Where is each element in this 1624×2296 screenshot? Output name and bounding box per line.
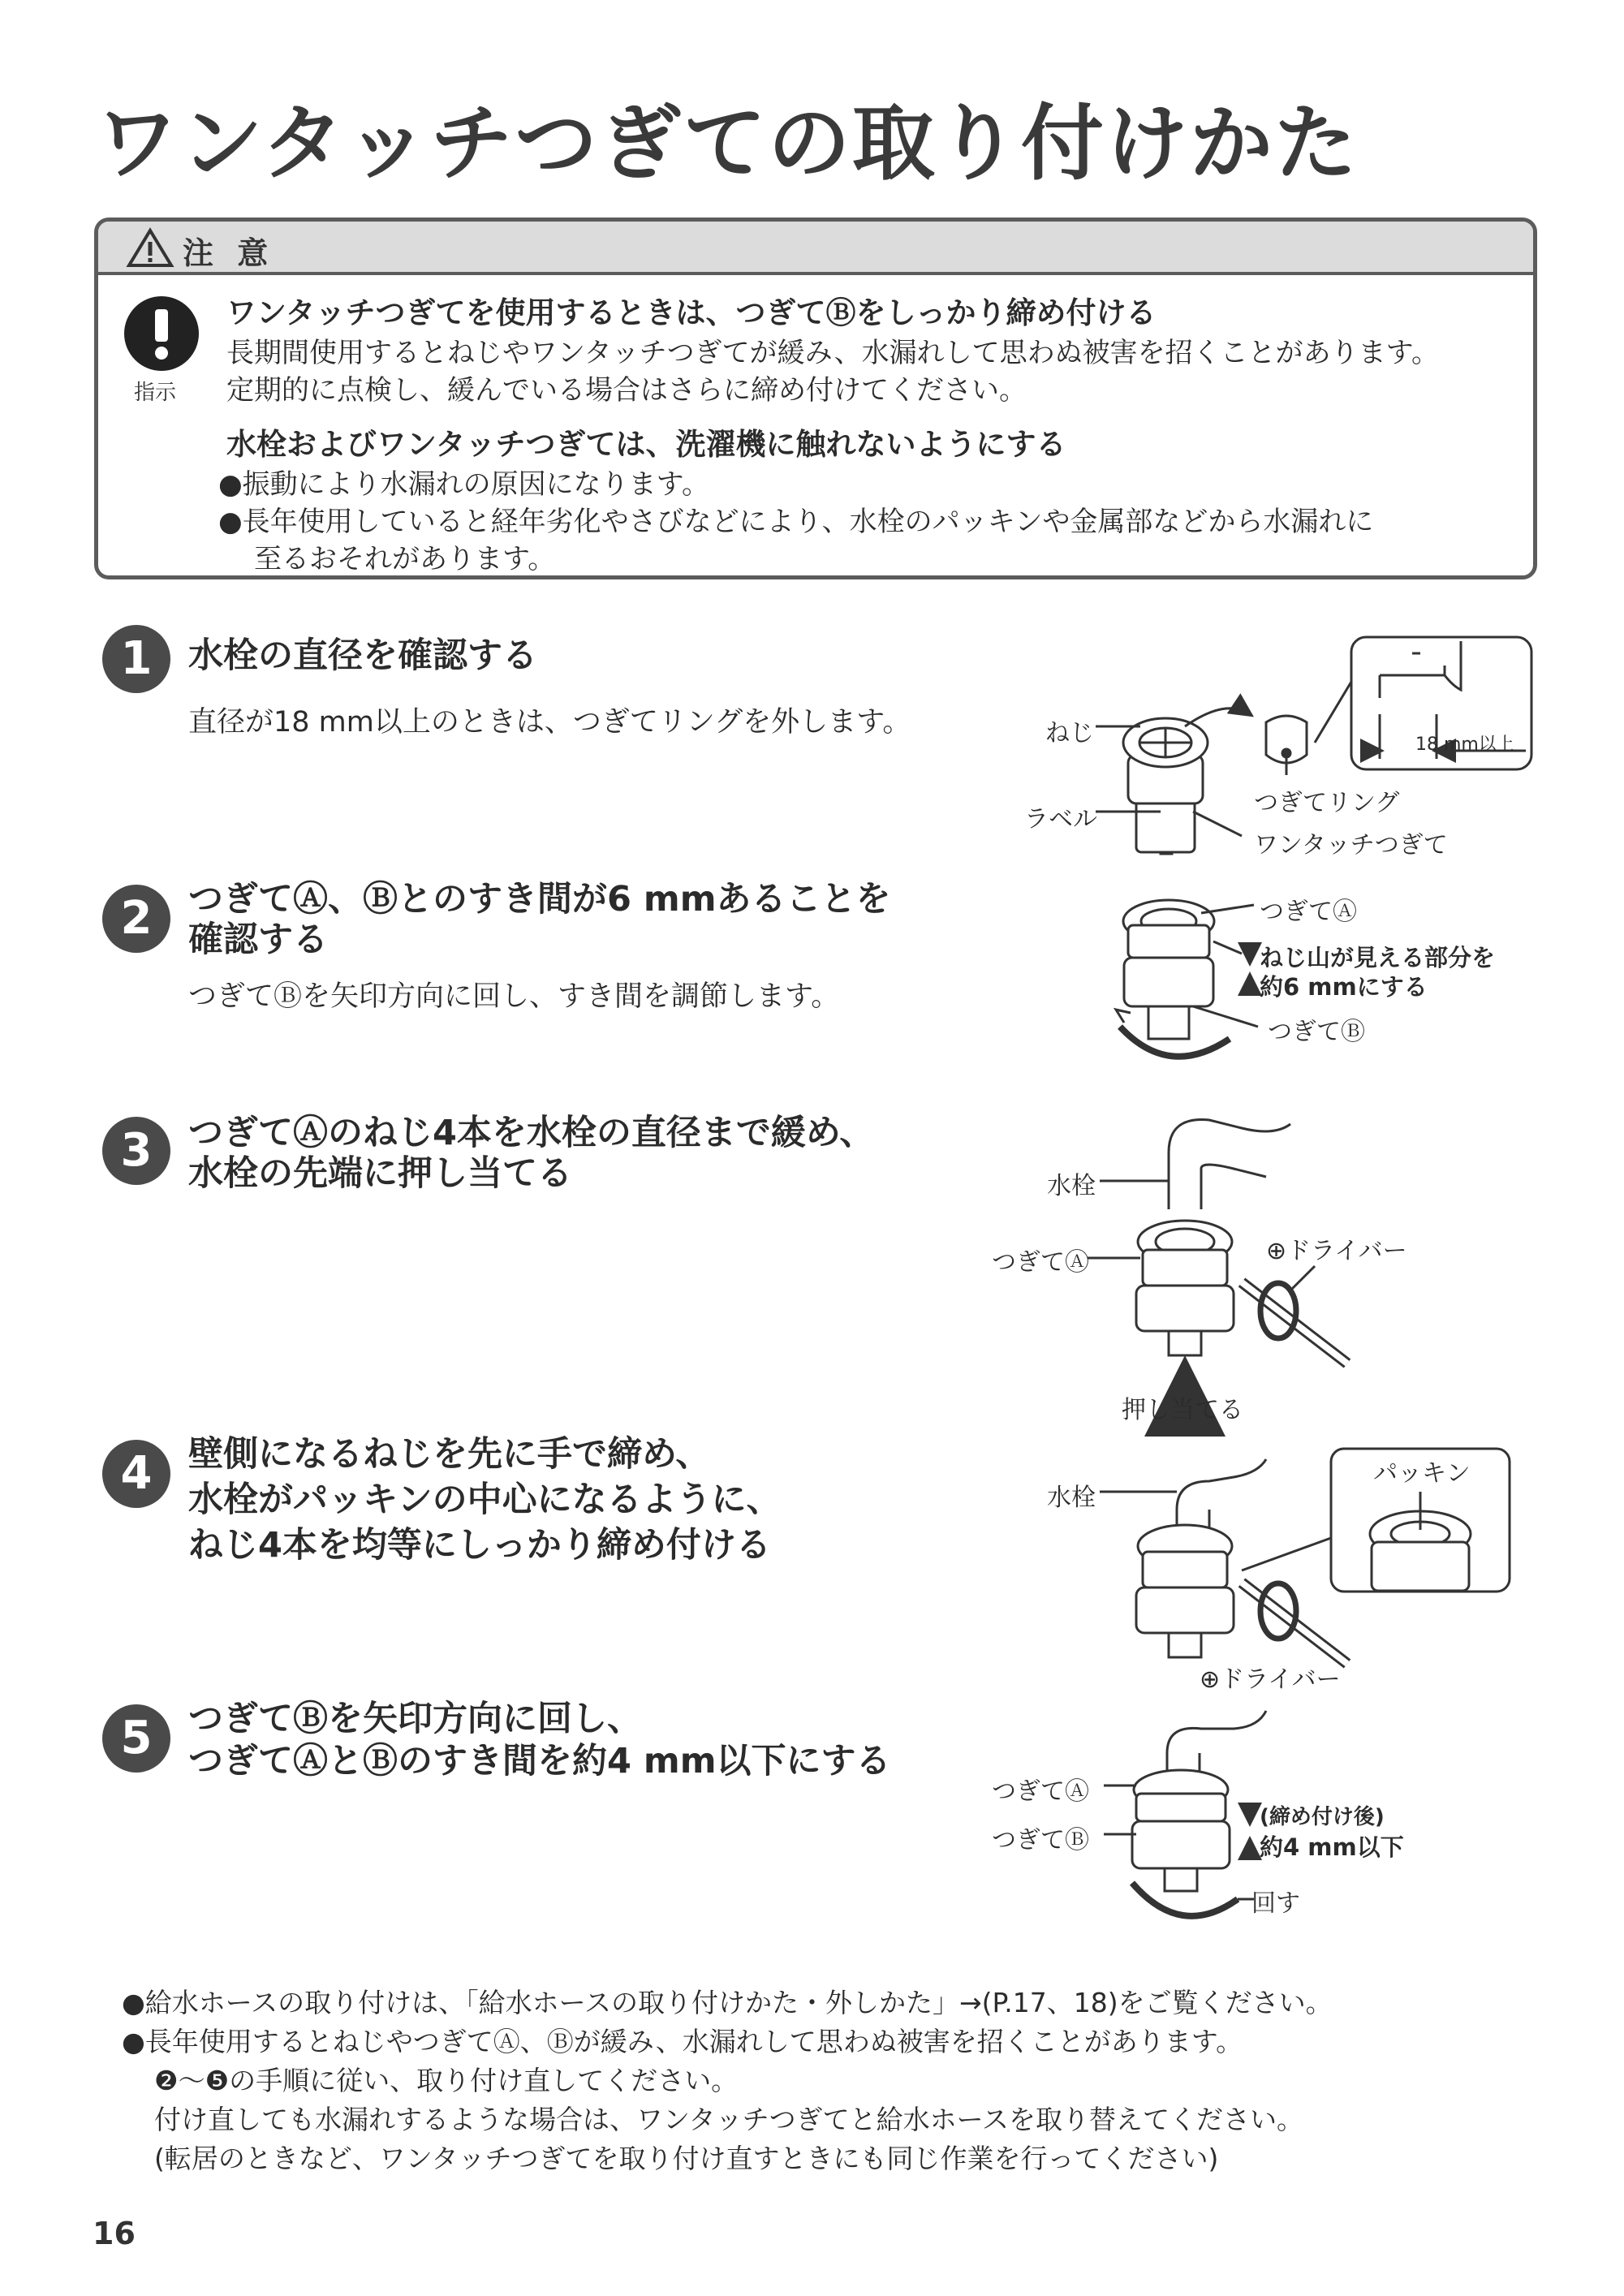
page-number: 16	[93, 2216, 136, 2251]
step-4-number: 4	[102, 1440, 170, 1508]
step-5-illustration	[1104, 1711, 1266, 1916]
label-gap-4mm: 約4 mm以下	[1260, 1833, 1404, 1861]
step-1-number: 1	[102, 625, 170, 693]
page-title: ワンタッチつぎての取り付けかた	[96, 96, 1359, 192]
step-5-title-line2: つぎてⒶとⒷのすき間を約4 mm以下にする	[188, 1741, 891, 1781]
note-5: (転居のときなど、ワンタッチつぎてを取り付け直すときにも同じ作業を行ってください)	[154, 2143, 1219, 2174]
step-3-number: 3	[102, 1117, 170, 1185]
label-joint-a: つぎてⒶ	[992, 1777, 1089, 1806]
instruction-label: 指示	[134, 381, 177, 405]
label-turn: 回す	[1251, 1889, 1300, 1918]
step-5-title-line1: つぎてⒷを矢印方向に回し、	[188, 1699, 642, 1739]
label-joint-a: つぎてⒶ	[1260, 898, 1357, 926]
step-4-title-line1: 壁側になるねじを先に手で締め、	[188, 1434, 711, 1475]
step-4-title-line3: ねじ4本を均等にしっかり締め付ける	[188, 1525, 771, 1566]
note-2: ●長年使用するとねじやつぎてⒶ、Ⓑが緩み、水漏れして思わぬ被害を招くことがあります。	[122, 2026, 1243, 2057]
label-screwdriver: ⊕ドライバー	[1266, 1237, 1407, 1265]
label-faucet: 水栓	[1047, 1172, 1096, 1200]
step-2-desc: つぎてⒷを矢印方向に回し、すき間を調節します。	[188, 980, 840, 1013]
caution-item2-line1: ●振動により水漏れの原因になります。	[218, 468, 709, 501]
caution-item1-line2: 定期的に点検し、緩んでいる場合はさらに締め付けてください。	[226, 374, 1027, 407]
label-joint-b: つぎてⒷ	[992, 1826, 1089, 1854]
step-2-number: 2	[102, 885, 170, 953]
caution-item2-title: 水栓およびワンタッチつぎては、洗濯機に触れないようにする	[226, 427, 1066, 462]
label-joint-a: つぎてⒶ	[992, 1248, 1089, 1277]
caution-item1-line1: 長期間使用するとねじやワンタッチつぎてが緩み、水漏れして思わぬ被害を招くことがあります。	[226, 337, 1439, 369]
step-2-title-line2: 確認する	[188, 920, 328, 960]
caution-title: 注 意	[183, 235, 275, 271]
label-label: ラベル	[1024, 805, 1097, 834]
step-5-number: 5	[102, 1704, 170, 1773]
step-3-title-line1: つぎてⒶのねじ4本を水栓の直径まで緩め、	[188, 1113, 875, 1153]
step-3-title-line2: 水栓の先端に押し当てる	[188, 1153, 572, 1194]
label-push: 押し当てる	[1122, 1396, 1243, 1424]
step-4-title-line2: 水栓がパッキンの中心になるように、	[188, 1480, 782, 1520]
label-joint-b: つぎてⒷ	[1268, 1018, 1365, 1046]
label-screw: ねじ	[1045, 719, 1094, 747]
note-4: 付け直しても水漏れするような場合は、ワンタッチつぎてと給水ホースを取り替えてください。	[154, 2104, 1304, 2135]
label-screwdriver: ⊕ドライバー	[1200, 1665, 1341, 1694]
label-after-tighten: (締め付け後)	[1260, 1805, 1385, 1829]
step-1-title: 水栓の直径を確認する	[188, 635, 537, 676]
label-gap-line2: 約6 mmにする	[1260, 973, 1428, 1001]
step-2-illustration	[1116, 900, 1258, 1057]
label-ring: つぎてリング	[1254, 789, 1400, 817]
note-3: ❷〜❺の手順に従い、取り付け直してください。	[154, 2065, 739, 2096]
caution-item2-line2: ●長年使用していると経年劣化やさびなどにより、水栓のパッキンや金属部などから水漏れに	[218, 506, 1374, 538]
step-1-desc: 直径が18 mm以上のときは、つぎてリングを外します。	[188, 706, 911, 739]
label-one-touch-joint: ワンタッチつぎて	[1254, 831, 1448, 859]
label-packing: パッキン	[1373, 1459, 1471, 1488]
caution-item2-line3: 至るおそれがあります。	[254, 543, 556, 575]
step-2-title-line1: つぎてⒶ、Ⓑとのすき間が6 mmあることを	[188, 879, 891, 920]
caution-item1-title: ワンタッチつぎてを使用するときは、つぎてⒷをしっかり締め付ける	[226, 295, 1157, 330]
note-1: ●給水ホースの取り付けは、「給水ホースの取り付けかた・外しかた」→(P.17、18)をご覧ください。	[122, 1987, 1333, 2018]
label-diameter: 18 mm以上	[1415, 734, 1514, 755]
label-gap-line1: ねじ山が見える部分を	[1260, 944, 1496, 971]
label-faucet: 水栓	[1047, 1484, 1096, 1512]
